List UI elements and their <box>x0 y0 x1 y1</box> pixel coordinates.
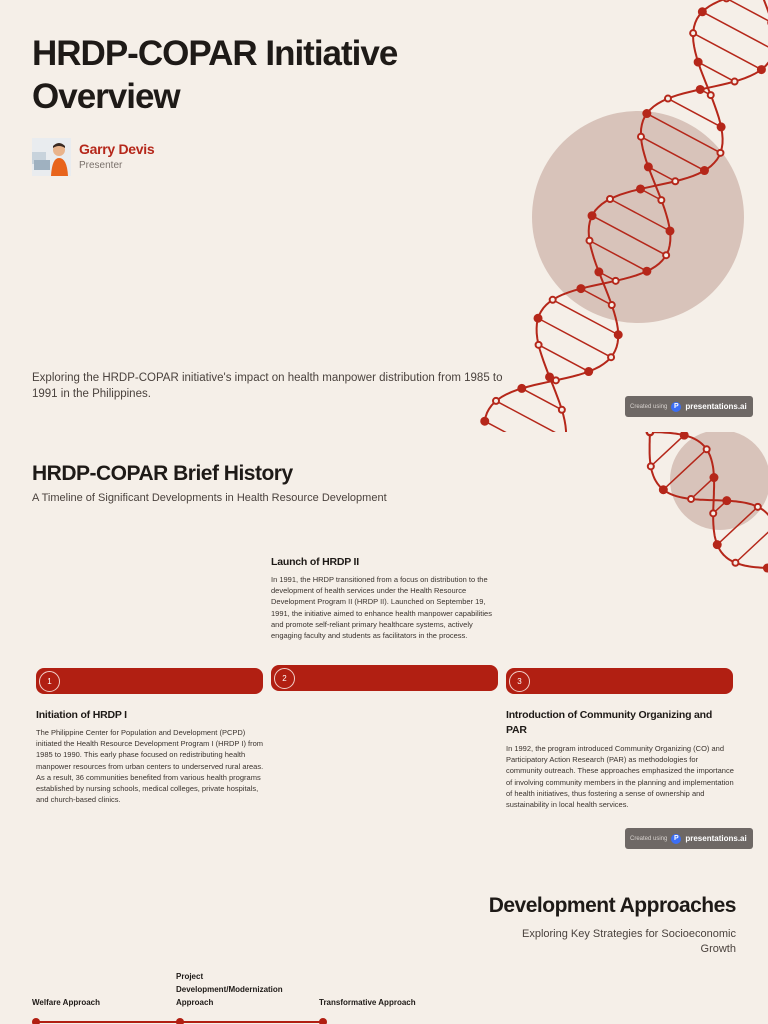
presentations-logo-icon: P <box>671 402 681 412</box>
brand-name-2: presentations.ai <box>685 834 747 843</box>
presenter-avatar <box>32 138 71 176</box>
timeline-step-2 <box>271 665 498 691</box>
step-2-text: In 1991, the HRDP transitioned from a focus on distribution to the development of health services under the Health Resource Development Program II (HRDP II). Launched on September 19, 1991, the initiative aimed to enhance health manpower capabilities and promote self-reliant primary healthcare systems, actively engaging faculty and students as facilitators in the process. <box>271 575 492 641</box>
timeline-step-3 <box>506 668 733 694</box>
step-3-number: 3 <box>509 671 530 692</box>
step-1-title: Initiation of HRDP I <box>36 709 127 721</box>
approaches-title: Development Approaches <box>488 894 736 917</box>
step-3-text: In 1992, the program introduced Community Organizing (CO) and Participatory Action Research (PAR) as methodologies for community outreach. These approaches emphasized the importance of involving community members in the planning and implementation of health initiatives, thus fostering a sense of ownership and sustainability in local health services. <box>506 744 734 810</box>
history-slide <box>0 432 768 864</box>
approach-dot-3 <box>319 1018 327 1024</box>
step-2-title: Launch of HRDP II <box>271 556 359 568</box>
approach-dot-2 <box>176 1018 184 1024</box>
decor-circle <box>532 111 744 323</box>
brand-name: presentations.ai <box>685 402 747 411</box>
created-using-text-2: Created using <box>630 835 668 842</box>
created-using-badge[interactable] <box>625 396 753 417</box>
timeline-step-1 <box>36 668 263 694</box>
step-1-text: The Philippine Center for Population and Development (PCPD) initiated the Health Resource Development Program I (HRDP I) from 1985 to 1990. This early phase focused on redistributing health manpower resources from urban centers to underserved rural areas. As a result, 36 communities benefited from various health programs established by nursing schools, medical colleges, private hospitals, and church-based clinics. <box>36 728 264 805</box>
title-slide <box>0 0 768 432</box>
history-subtitle: A Timeline of Significant Developments in Health Resource Development <box>32 492 387 504</box>
step-2-number: 2 <box>274 668 295 689</box>
approaches-subtitle: Exploring Key Strategies for Socioeconomic Growth <box>522 928 736 955</box>
presenter-role: Presenter <box>79 160 123 171</box>
step-3-title: Introduction of Community Organizing and PAR <box>506 709 713 736</box>
step-1-number: 1 <box>39 671 60 692</box>
created-using-badge-2[interactable] <box>625 828 753 849</box>
presentations-logo-icon-2: P <box>671 834 681 844</box>
presentation-description: Exploring the HRDP-COPAR initiative's impact on health manpower distribution from 1985 to 1991 in the Philippines. <box>32 372 503 400</box>
approach-dot-1 <box>32 1018 40 1024</box>
approach-transformative: Transformative Approach <box>319 998 416 1007</box>
presenter-name: Garry Devis <box>79 141 155 157</box>
decor-circle-small <box>670 432 768 530</box>
approaches-slide <box>0 864 768 1024</box>
created-using-text: Created using <box>630 403 668 410</box>
presentation-title: HRDP-COPAR Initiative Overview <box>32 34 398 116</box>
approach-modernization: Project Development/Modernization Approach <box>176 972 283 1007</box>
history-title: HRDP-COPAR Brief History <box>32 462 293 485</box>
approach-welfare: Welfare Approach <box>32 998 101 1007</box>
